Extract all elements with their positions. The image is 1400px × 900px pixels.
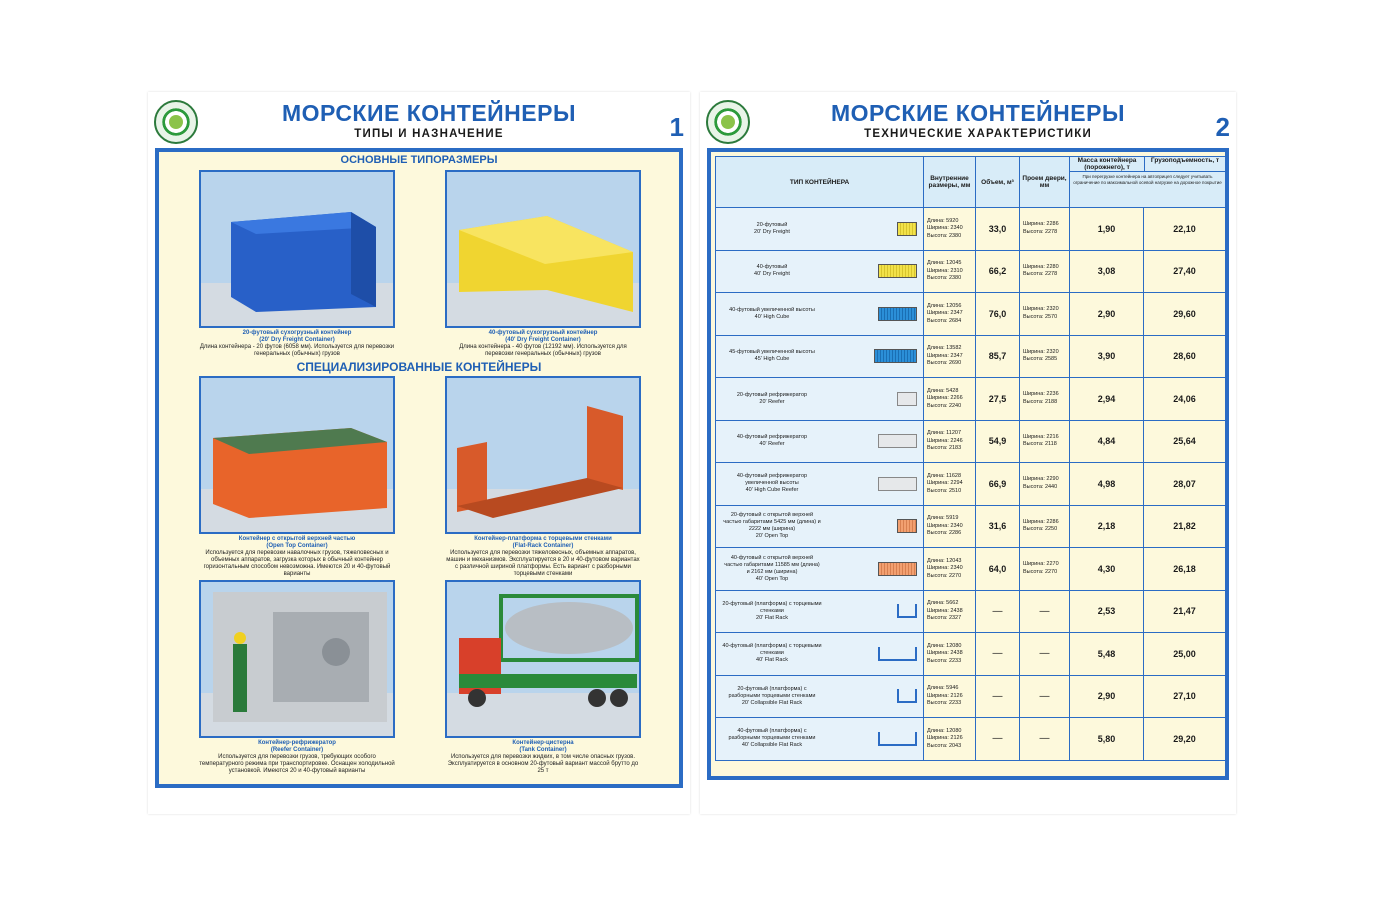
door-value: Ширина: 2236 xyxy=(1023,391,1059,398)
door-cell: — xyxy=(1020,633,1070,676)
caption-description: Используется для перевозки навалочных грузов, тяжеловесных и объемных аппаратов, загрузка которых в обычный контейнер горизонтальным способом невозможна. Имеются 20 и 40-футовый варианты xyxy=(203,550,391,577)
type-cell xyxy=(716,633,924,676)
caption-description: Длина контейнера - 40 футов (12192 мм). Используется для перевозки генеральных (обычных) грузов xyxy=(459,344,627,357)
type-cell xyxy=(716,420,924,463)
inner-size-value: Длина: 5946 xyxy=(927,685,959,691)
inner-size-value: Ширина: 2340 xyxy=(927,225,963,231)
poster-tech-specs xyxy=(700,92,1236,814)
container-swatch-icon xyxy=(878,264,917,278)
volume-cell: 27,5 xyxy=(976,378,1020,421)
reefer-fan xyxy=(322,638,350,666)
type-cell xyxy=(716,718,924,761)
volume-cell: — xyxy=(976,633,1020,676)
mass-cell: 2,18 xyxy=(1070,505,1144,548)
volume-cell: 33,0 xyxy=(976,208,1020,251)
volume-cell: 76,0 xyxy=(976,293,1020,336)
trailer-chassis xyxy=(459,674,637,688)
inner-size-cell xyxy=(924,505,976,548)
type-name-ru: 45-футовый увеличенной высоты xyxy=(729,349,815,356)
type-name-en: 20' Flat Rack xyxy=(756,614,788,621)
inner-size-value: Ширина: 2246 xyxy=(927,437,963,444)
container-caption xyxy=(199,740,395,775)
inner-size-value: Высота: 2240 xyxy=(927,402,962,409)
inner-size-value: Длина: 5919 xyxy=(927,515,959,521)
inner-size-value: Длина: 12080 xyxy=(927,642,962,649)
inner-size-value: Высота: 2380 xyxy=(927,232,962,239)
type-name-ru: 20-футовый рефрижератор xyxy=(736,391,808,398)
caption-subtitle: (20' Dry Freight Container) xyxy=(259,337,335,343)
table-row xyxy=(716,675,1226,718)
container-card-flat-rack xyxy=(445,376,641,578)
caption-subtitle: (Open Top Container) xyxy=(266,543,328,549)
container-caption xyxy=(199,536,395,578)
caption-description: Используется для перевозки жидких, в том числе опасных грузов. Эксплуатируется в основном 20-футовый вариант массой брутто до 25 т xyxy=(447,754,639,774)
caption-title: Контейнер-цистерна xyxy=(512,740,574,746)
type-name-ru: 40-футовый с открытой верхней частью габаритами 11585 мм (длина) и 2162 мм (ширина) xyxy=(724,554,820,575)
poster-container-types xyxy=(148,92,690,814)
flat-rack-icon xyxy=(878,732,917,746)
volume-cell: — xyxy=(976,675,1020,718)
volume-cell: 54,9 xyxy=(976,420,1020,463)
inner-size-value: Ширина: 2340 xyxy=(927,565,963,571)
inner-size-value: Высота: 2233 xyxy=(927,700,962,706)
caption-title: Контейнер с открытой верхней частью xyxy=(238,536,356,542)
door-value: Высота: 2585 xyxy=(1023,356,1058,363)
inner-size-value: Длина: 12045 xyxy=(927,260,962,266)
volume-cell: — xyxy=(976,718,1020,761)
type-name-en: 40' Dry Freight xyxy=(754,271,790,278)
poster-subtitle: ТИПЫ И НАЗНАЧЕНИЕ xyxy=(354,128,504,140)
mass-cell: 4,30 xyxy=(1070,548,1144,591)
door-value: Ширина: 2216 xyxy=(1023,433,1059,440)
type-cell xyxy=(716,463,924,506)
poster-number: 1 xyxy=(669,112,684,142)
container-door xyxy=(351,212,376,307)
inner-size-value: Ширина: 2126 xyxy=(927,735,963,741)
container-swatch-icon xyxy=(878,307,917,321)
door-cell xyxy=(1020,293,1070,336)
type-name-ru: 40-футовый (платформа) с разборными торцевыми стенками xyxy=(728,728,816,742)
table-row xyxy=(716,250,1226,293)
inner-size-value: Ширина: 2438 xyxy=(927,650,963,656)
volume-cell: 66,2 xyxy=(976,250,1020,293)
container-caption xyxy=(445,536,641,578)
capacity-cell: 24,06 xyxy=(1144,378,1226,421)
container-swatch-icon xyxy=(897,392,917,406)
type-name-en: 45' High Cube xyxy=(754,356,790,363)
inner-size-cell xyxy=(924,548,976,591)
type-name-ru: 20-футовый (платформа) с разборными торцевыми стенками xyxy=(728,685,816,699)
container-swatch-icon xyxy=(897,519,917,533)
type-name-en: 40' High Cube xyxy=(754,313,790,320)
publisher-logo-icon xyxy=(706,100,750,144)
capacity-cell: 26,18 xyxy=(1144,548,1226,591)
capacity-cell: 25,64 xyxy=(1144,420,1226,463)
type-cell xyxy=(716,378,924,421)
inner-size-value: Ширина: 2438 xyxy=(927,607,963,614)
door-value: Ширина: 2320 xyxy=(1023,348,1059,355)
truck-wheel xyxy=(468,689,486,707)
mass-cell: 1,90 xyxy=(1070,208,1144,251)
inner-size-value: Ширина: 2340 xyxy=(927,522,963,529)
header-mass: Масса контейнера (порожнего), т xyxy=(1070,157,1145,171)
inner-size-cell xyxy=(924,208,976,251)
reefer-unit xyxy=(273,612,369,702)
door-cell xyxy=(1020,335,1070,378)
type-name-en: 40' High Cube Reefer xyxy=(745,487,799,494)
door-value: Ширина: 2290 xyxy=(1023,476,1059,483)
type-name-en: 40' Reefer xyxy=(759,441,785,448)
type-cell xyxy=(716,250,924,293)
inner-size-value: Ширина: 2266 xyxy=(927,395,963,401)
type-name-en: 40' Flat Rack xyxy=(756,657,788,664)
container-card-reefer xyxy=(199,580,395,775)
type-name-en: 40' Collapsible Flat Rack xyxy=(741,742,803,749)
container-swatch-icon xyxy=(878,562,917,576)
caption-subtitle: (Tank Container) xyxy=(519,747,567,753)
door-value: Ширина: 2320 xyxy=(1023,306,1059,313)
capacity-cell: 28,07 xyxy=(1144,463,1226,506)
header-type: ТИП КОНТЕЙНЕРА xyxy=(716,157,924,208)
inner-size-value: Длина: 11628 xyxy=(927,472,962,479)
mass-cell: 5,48 xyxy=(1070,633,1144,676)
door-cell xyxy=(1020,463,1070,506)
inner-size-value: Ширина: 2347 xyxy=(927,310,963,316)
door-value: Высота: 2270 xyxy=(1023,568,1058,575)
mass-cell: 4,84 xyxy=(1070,420,1144,463)
container-image-open-top xyxy=(199,376,395,534)
header-door: Проем двери, мм xyxy=(1020,157,1070,208)
worker-helmet xyxy=(234,632,246,644)
container-swatch-icon xyxy=(897,222,917,236)
caption-title: 20-футовый сухогрузный контейнер xyxy=(242,330,352,336)
specs-header-row xyxy=(716,157,1226,208)
mass-cell: 2,90 xyxy=(1070,293,1144,336)
tank-body xyxy=(505,602,633,654)
caption-description: Используется для перевозки тяжеловесных, объемных аппаратов, машин и механизмов. Эксплуатируется в 20 и 40-футовом вариантах с различной шириной платформы. Есть вариант с разборными торцевыми стенками xyxy=(446,550,640,577)
inner-size-value: Высота: 2233 xyxy=(927,657,962,664)
type-cell xyxy=(716,590,924,633)
inner-size-cell xyxy=(924,463,976,506)
table-row xyxy=(716,633,1226,676)
volume-cell: — xyxy=(976,590,1020,633)
container-card-tank xyxy=(445,580,641,775)
inner-size-cell xyxy=(924,378,976,421)
inner-size-value: Высота: 2380 xyxy=(927,275,962,281)
inner-size-cell xyxy=(924,675,976,718)
door-value: Высота: 2278 xyxy=(1023,228,1058,235)
type-name-ru: 20-футовый xyxy=(756,221,788,228)
inner-size-value: Ширина: 2126 xyxy=(927,692,963,699)
type-cell xyxy=(716,335,924,378)
door-value: Высота: 2188 xyxy=(1023,398,1058,405)
volume-cell: 85,7 xyxy=(976,335,1020,378)
type-name-ru: 40-футовый рефрижератор увеличенной высоты xyxy=(736,473,808,487)
container-image-reefer xyxy=(199,580,395,738)
door-value: Высота: 2278 xyxy=(1023,271,1058,278)
inner-size-value: Длина: 12056 xyxy=(927,302,962,309)
container-image-40-dry xyxy=(445,170,641,328)
inner-size-value: Длина: 5920 xyxy=(927,217,959,224)
type-name-ru: 40-футовый xyxy=(756,264,788,271)
container-caption xyxy=(199,330,395,358)
inner-size-value: Высота: 2510 xyxy=(927,487,962,494)
type-name-en: 20' Collapsible Flat Rack xyxy=(741,699,803,706)
type-name-ru: 40-футовый (платформа) с торцевыми стенками xyxy=(722,643,822,657)
poster-number: 2 xyxy=(1215,112,1230,142)
capacity-cell: 27,40 xyxy=(1144,250,1226,293)
flat-rack-icon xyxy=(878,647,917,661)
section-heading-special: СПЕЦИАЛИЗИРОВАННЫЕ КОНТЕЙНЕРЫ xyxy=(296,360,542,374)
poster-subtitle: ТЕХНИЧЕСКИЕ ХАРАКТЕРИСТИКИ xyxy=(864,128,1092,140)
type-name-ru: 20-футовый с открытой верхней частью габаритами 5425 мм (длина) и 2222 мм (ширина) xyxy=(723,512,821,533)
caption-title: 40-футовый сухогрузный контейнер xyxy=(488,330,598,336)
type-name-ru: 40-футовый увеличенной высоты xyxy=(729,306,815,313)
section-heading-main-sizes: ОСНОВНЫЕ ТИПОРАЗМЕРЫ xyxy=(340,154,498,166)
inner-size-cell xyxy=(924,335,976,378)
mass-cell: 3,08 xyxy=(1070,250,1144,293)
header-capacity: Грузоподъемность, т xyxy=(1150,157,1220,164)
caption-subtitle: (40' Dry Freight Container) xyxy=(505,337,581,343)
header-mass-capacity xyxy=(1070,157,1226,208)
type-cell xyxy=(716,675,924,718)
inner-size-value: Ширина: 2347 xyxy=(927,352,963,359)
inner-size-cell xyxy=(924,250,976,293)
inner-size-cell xyxy=(924,420,976,463)
caption-subtitle: (Flat-Rack Container) xyxy=(512,543,574,549)
rack-end-wall xyxy=(587,406,623,490)
caption-description: Длина контейнера - 20 футов (6058 мм). Используется для перевозки генеральных (обычных) грузов xyxy=(199,344,395,357)
table-row xyxy=(716,335,1226,378)
inner-size-value: Высота: 2270 xyxy=(927,572,962,579)
door-cell xyxy=(1020,505,1070,548)
mass-cell: 2,94 xyxy=(1070,378,1144,421)
table-row xyxy=(716,463,1226,506)
capacity-cell: 21,82 xyxy=(1144,505,1226,548)
mass-cell: 2,90 xyxy=(1070,675,1144,718)
caption-title: Контейнер-платформа с торцевыми стенками xyxy=(474,536,612,542)
volume-cell: 66,9 xyxy=(976,463,1020,506)
container-card-40-dry xyxy=(445,170,641,358)
poster-title: МОРСКИЕ КОНТЕЙНЕРЫ xyxy=(831,100,1125,126)
header-note: При перегрузке контейнера на автоприцеп следует учитывать ограничение по максимальной осевой нагрузке на дорожное покрытие xyxy=(1070,171,1225,187)
table-row xyxy=(716,378,1226,421)
type-name-en: 20' Open Top xyxy=(755,533,789,540)
capacity-cell: 29,60 xyxy=(1144,293,1226,336)
door-value: Высота: 2570 xyxy=(1023,313,1058,320)
door-cell xyxy=(1020,250,1070,293)
type-name-en: 20' Dry Freight xyxy=(754,228,790,235)
mass-cell: 5,80 xyxy=(1070,718,1144,761)
table-row xyxy=(716,548,1226,591)
container-image-20-dry xyxy=(199,170,395,328)
table-row xyxy=(716,293,1226,336)
door-value: Ширина: 2286 xyxy=(1023,221,1059,228)
table-row xyxy=(716,420,1226,463)
inner-size-cell xyxy=(924,293,976,336)
capacity-cell: 28,60 xyxy=(1144,335,1226,378)
inner-size-value: Высота: 2183 xyxy=(927,445,962,451)
inner-size-value: Высота: 2286 xyxy=(927,530,962,536)
mass-cell: 4,98 xyxy=(1070,463,1144,506)
container-swatch-icon xyxy=(878,434,917,448)
worker-figure xyxy=(233,644,247,712)
door-cell: — xyxy=(1020,590,1070,633)
poster-frame xyxy=(707,148,1229,780)
type-cell xyxy=(716,505,924,548)
type-name-en: 40' Open Top xyxy=(755,575,789,582)
door-value: Ширина: 2270 xyxy=(1023,561,1059,568)
flat-rack-icon xyxy=(897,689,917,703)
table-row xyxy=(716,590,1226,633)
door-value: Ширина: 2286 xyxy=(1023,518,1059,525)
mass-cell: 2,53 xyxy=(1070,590,1144,633)
header-volume: Объем, м³ xyxy=(976,157,1020,208)
inner-size-value: Длина: 12043 xyxy=(927,557,962,564)
inner-size-value: Высота: 2327 xyxy=(927,615,962,621)
door-value: Ширина: 2280 xyxy=(1023,263,1059,270)
specs-table xyxy=(715,156,1226,761)
truck-wheel xyxy=(610,689,628,707)
capacity-cell: 29,20 xyxy=(1144,718,1226,761)
door-cell xyxy=(1020,378,1070,421)
door-value: Высота: 2118 xyxy=(1023,441,1057,448)
inner-size-cell xyxy=(924,590,976,633)
door-cell xyxy=(1020,420,1070,463)
inner-size-value: Ширина: 2294 xyxy=(927,480,963,486)
caption-description: Используется для перевозки грузов, требующих особого температурного режима при транспортировке. Оснащен холодильной установкой. Имеются 20 и 40-футовый варианты xyxy=(199,754,395,774)
inner-size-value: Длина: 12080 xyxy=(927,727,962,734)
capacity-cell: 25,00 xyxy=(1144,633,1226,676)
container-caption xyxy=(445,330,641,358)
inner-size-value: Высота: 2684 xyxy=(927,317,962,324)
door-value: Высота: 2440 xyxy=(1023,483,1058,490)
container-caption xyxy=(445,740,641,775)
poster-frame xyxy=(155,148,683,788)
caption-subtitle: (Reefer Container) xyxy=(270,747,324,753)
caption-title: Контейнер-рефрижератор xyxy=(258,740,336,746)
door-value: Высота: 2250 xyxy=(1023,526,1058,533)
table-row xyxy=(716,505,1226,548)
capacity-cell: 22,10 xyxy=(1144,208,1226,251)
header-inner-size: Внутренние размеры, мм xyxy=(924,157,976,208)
door-cell: — xyxy=(1020,718,1070,761)
inner-size-value: Ширина: 2310 xyxy=(927,267,963,274)
inner-size-cell xyxy=(924,718,976,761)
inner-size-value: Длина: 5428 xyxy=(927,387,959,394)
poster-title: МОРСКИЕ КОНТЕЙНЕРЫ xyxy=(282,100,576,126)
capacity-cell: 21,47 xyxy=(1144,590,1226,633)
type-cell xyxy=(716,293,924,336)
type-name-ru: 40-футовый рефрижератор xyxy=(736,434,808,441)
inner-size-cell xyxy=(924,633,976,676)
inner-size-value: Высота: 2690 xyxy=(927,360,962,366)
container-card-open-top xyxy=(199,376,395,578)
inner-size-value: Длина: 5662 xyxy=(927,600,959,606)
table-row xyxy=(716,208,1226,251)
container-image-flat-rack xyxy=(445,376,641,534)
volume-cell: 64,0 xyxy=(976,548,1020,591)
table-row xyxy=(716,718,1226,761)
container-swatch-icon xyxy=(874,349,917,363)
type-cell xyxy=(716,208,924,251)
volume-cell: 31,6 xyxy=(976,505,1020,548)
container-card-20-dry xyxy=(199,170,395,358)
type-name-en: 20' Reefer xyxy=(759,398,785,405)
door-cell xyxy=(1020,548,1070,591)
inner-size-value: Длина: 11207 xyxy=(927,430,962,436)
flat-rack-icon xyxy=(897,604,917,618)
truck-wheel xyxy=(588,689,606,707)
container-image-tank xyxy=(445,580,641,738)
type-name-ru: 20-футовый (платформа) с торцевыми стенками xyxy=(722,600,822,614)
type-cell xyxy=(716,548,924,591)
door-cell xyxy=(1020,208,1070,251)
mass-cell: 3,90 xyxy=(1070,335,1144,378)
container-swatch-icon xyxy=(878,477,917,491)
publisher-logo-icon xyxy=(154,100,198,144)
inner-size-value: Высота: 2043 xyxy=(927,742,962,749)
door-cell: — xyxy=(1020,675,1070,718)
inner-size-value: Длина: 13582 xyxy=(927,345,962,351)
capacity-cell: 27,10 xyxy=(1144,675,1226,718)
